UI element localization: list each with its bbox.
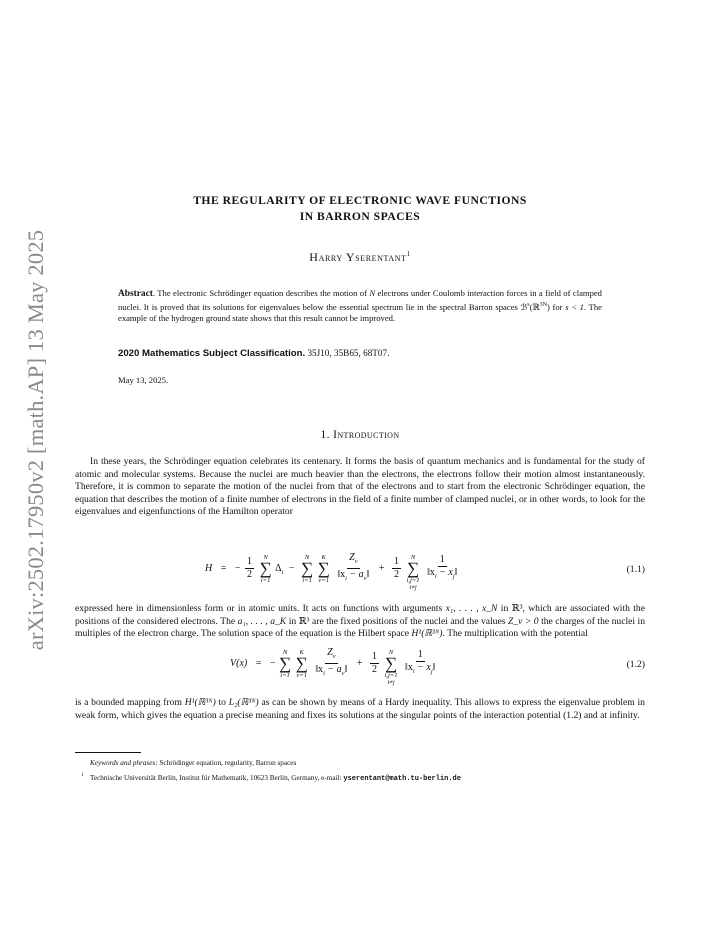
eq2-half-den: 2	[371, 664, 377, 675]
eq2-minus: −	[269, 658, 276, 669]
para2-c: in ℝ³ are the fixed positions of the nuclei and the values	[286, 615, 508, 627]
keywords-label: Keywords and phrases:	[90, 759, 158, 767]
para2-b: in ℝ³, which are associated with the positions of the considered electrons. The	[75, 603, 645, 627]
barron-space-arg: (ℝ	[529, 302, 540, 313]
eq1-half-num: 1	[247, 556, 253, 567]
para3-b: to	[215, 697, 229, 708]
msc-codes: 35J10, 35B65, 68T07.	[307, 348, 390, 358]
abstract-text-1: . The electronic Schrödinger equation describes the motion of	[152, 288, 370, 298]
eq2-one: 1	[417, 649, 423, 660]
eq2-half	[370, 651, 379, 676]
paragraph-3	[75, 697, 645, 722]
abstract-text-4: . The example of the hydrogen ground state shows that this result cannot be improved.	[118, 302, 602, 324]
barron-space-s: s	[527, 302, 530, 309]
footnote-keywords	[90, 759, 690, 767]
eq1-minus-2: −	[288, 563, 295, 574]
abstract-text-2: electrons under Coulomb interaction forces in a field of clamped nuclei. It is proved that its solutions for eigenvalues below the essential spectrum lie in the spectral Barron spaces	[118, 288, 602, 313]
arxiv-stamp	[16, 230, 56, 650]
eq2-den1-mid: − a	[324, 664, 342, 675]
eq2-den2-mid: − x	[414, 662, 431, 673]
eq2-frac-one	[403, 649, 437, 678]
eq2-den1-sub: i	[323, 670, 325, 677]
eq1-z-sub: ν	[354, 558, 358, 565]
barron-space-dim: 3N	[539, 302, 547, 309]
eq1-sum-i-2: N ∑ i=1	[301, 553, 314, 584]
eq2-sum-ij-bot: i,j=1	[384, 672, 398, 679]
eq1-den1-sub: i	[345, 575, 347, 582]
author-email[interactable]: yserentant@math.tu-berlin.de	[343, 775, 461, 783]
para3-l: L₂(ℝ³ᴺ)	[228, 697, 259, 708]
eq2-sum-nu-bot: ν=1	[296, 671, 308, 679]
eq1-delta: Δ	[275, 563, 282, 574]
paragraph-1: In these years, the Schrödinger equation celebrates its centenary. It forms the basis of quantum mechanics and is fundamental for the study of atomic and molecular systems. Because the nuclei are much heavier than the electrons, the electrons follow their motion almost instantaneously. Therefore, it is common to separate the motion of the nuclei from that of the electrons and to start from the electronic Schrödinger equation, the equation that describes the motion of a finite number of electrons in the field of a finite number of clamped nuclei, or in other words, to look for the eigenvalues and eigenfunctions of the Hamilton operator	[75, 456, 645, 518]
eq1-den2: ‖x	[427, 567, 435, 578]
eq1-sum-i: N ∑ i=1	[259, 553, 272, 584]
para3-a: is a bounded mapping from	[75, 697, 185, 708]
abstract-label: Abstract	[118, 289, 153, 299]
para2-d: the charges of the nuclei in multiples of the electron charge. The solution space of the equation is the Hilbert space	[75, 615, 646, 640]
eq2-sum-nu-top: K	[299, 648, 304, 656]
eq1-lhs: H	[205, 563, 213, 574]
eq2-sum-ij: N ∑ i,j=1 i≠j	[384, 649, 398, 686]
author-name: Harry Yserentant	[309, 250, 407, 264]
eq2-den1-sub2: ν	[341, 670, 345, 677]
eq1-plus: +	[378, 563, 385, 574]
eq1-sum-ij-bot: i,j=1	[406, 577, 420, 584]
eq1-sum-nu-top: K	[321, 553, 326, 561]
eq2-sum-ij-neq: i≠j	[387, 679, 395, 686]
eq1-sum-i-2-bot: i=1	[302, 576, 312, 584]
equation-1-2	[75, 641, 645, 691]
section-heading-introduction: 1. Introduction	[320, 429, 400, 441]
eq1-sum-i-bot: i=1	[260, 576, 271, 584]
eq1-sum-ij-neq: i≠j	[409, 584, 417, 591]
eq2-equals: =	[255, 658, 262, 669]
barron-space-close: )	[546, 302, 550, 313]
eq1-den1-sub2: ν	[363, 575, 367, 582]
author	[75, 250, 645, 265]
eq2-sum-nu: K ∑ ν=1	[295, 648, 308, 679]
para2-a: expressed here in dimensionless form or in atomic units. It acts on functions with arguments	[75, 603, 446, 614]
footnote-rule	[75, 752, 141, 753]
eq1-frac-one	[425, 554, 459, 583]
equation-1-2-body	[230, 641, 439, 686]
eq1-sum-i-2-top: N	[304, 553, 310, 561]
affiliation-text: Technische Universität Berlin, Institut für Mathematik, 10623 Berlin, Germany, e-mail:	[90, 774, 344, 782]
affiliation-mark: 1	[81, 773, 84, 778]
keywords-text: Schrödinger equation, regularity, Barron spaces	[157, 759, 297, 767]
abstract	[118, 288, 602, 325]
eq1-half-2	[392, 556, 401, 581]
title-line-1: THE REGULARITY OF ELECTRONIC WAVE FUNCTIONS	[193, 194, 527, 207]
eq1-half	[245, 556, 254, 581]
arxiv-stamp-text: arXiv:2502.17950v2 [math.AP] 13 May 2025	[23, 229, 48, 651]
para2-args: x₁, . . . , x_N	[445, 603, 498, 614]
para2-a-list: a₁, . . . , a_K	[237, 615, 287, 627]
eq1-minus: −	[234, 563, 241, 574]
eq1-delta-sub: i	[281, 568, 284, 576]
para2-h: H¹(ℝ³ᴺ)	[411, 628, 443, 640]
msc-classification	[118, 348, 602, 359]
abstract-condition: s < 1	[565, 302, 584, 313]
eq1-den2-end: ‖	[454, 567, 458, 578]
para3-c: as can be shown by means of a Hardy inequality. This allows to express the eigenvalue problem in weak form, which gives the equation a precise meaning and fixes its solutions at the singular points of the interaction potential (1.2) and at infinity.	[75, 697, 645, 721]
title-line-2: IN BARRON SPACES	[299, 210, 421, 223]
msc-label: 2020 Mathematics Subject Classification.	[118, 348, 306, 359]
paper-title	[75, 193, 645, 225]
para2-z: Z_ν > 0	[507, 615, 539, 627]
eq1-den2-sub2: j	[452, 573, 455, 580]
author-footnote-mark: 1	[406, 250, 411, 258]
eq2-den2-sub2: j	[430, 668, 433, 675]
eq1-half-2-num: 1	[394, 556, 399, 567]
eq1-sum-ij: N ∑ i,j=1 i≠j	[406, 554, 420, 591]
eq1-sum-nu-bot: ν=1	[318, 576, 330, 584]
eq1-half-den: 2	[247, 569, 253, 580]
eq2-den1: ‖x	[315, 664, 324, 675]
eq2-den1-end: ‖	[344, 664, 348, 675]
paper-date: May 13, 2025.	[118, 375, 169, 385]
eq2-half-num: 1	[371, 651, 377, 662]
eq2-sum-i-top: N	[282, 648, 288, 656]
barron-space: ℬ	[520, 302, 528, 313]
eq1-sum-ij-top: N	[410, 554, 416, 561]
eq1-equals: =	[220, 563, 227, 574]
eq1-den1-end: ‖	[366, 569, 370, 580]
eq2-den2-sub: i	[412, 668, 415, 675]
eq1-one: 1	[439, 554, 445, 565]
eq2-frac-z	[313, 647, 349, 680]
eq2-sum-i-bot: i=1	[280, 671, 290, 679]
eq1-den1-mid: − a	[346, 569, 364, 580]
eq1-den1: ‖x	[337, 569, 346, 580]
equation-1-1	[75, 546, 645, 596]
eq2-sum-ij-top: N	[388, 649, 394, 656]
abstract-text-3: for	[549, 302, 566, 313]
eq2-plus: +	[356, 658, 363, 669]
eq1-sum-i-top: N	[263, 553, 268, 561]
eq1-sum-nu: K ∑ ν=1	[317, 553, 330, 584]
eq2-den2: ‖x	[405, 662, 413, 673]
eq1-half-2-den: 2	[394, 569, 399, 580]
equation-number-1-1: (1.1)	[626, 564, 645, 575]
eq1-den2-mid: − x	[436, 567, 453, 578]
abstract-n: N	[369, 288, 376, 298]
eq2-z-sub: ν	[332, 653, 336, 660]
footnote-affiliation	[81, 773, 690, 783]
paragraph-2	[75, 603, 645, 641]
equation-1-1-body	[205, 546, 462, 591]
eq2-z: Z	[327, 647, 333, 658]
para3-h: H¹(ℝ³ᴺ)	[184, 697, 216, 708]
eq2-lhs: V(x)	[230, 658, 248, 669]
para2-e: . The multiplication with the potential	[442, 628, 588, 640]
eq2-sum-i: N ∑ i=1	[279, 648, 292, 679]
eq1-den2-sub: i	[434, 573, 437, 580]
eq2-den2-end: ‖	[432, 662, 436, 673]
eq1-frac-z	[335, 552, 371, 585]
equation-number-1-2: (1.2)	[626, 659, 645, 670]
eq1-z: Z	[349, 552, 355, 563]
